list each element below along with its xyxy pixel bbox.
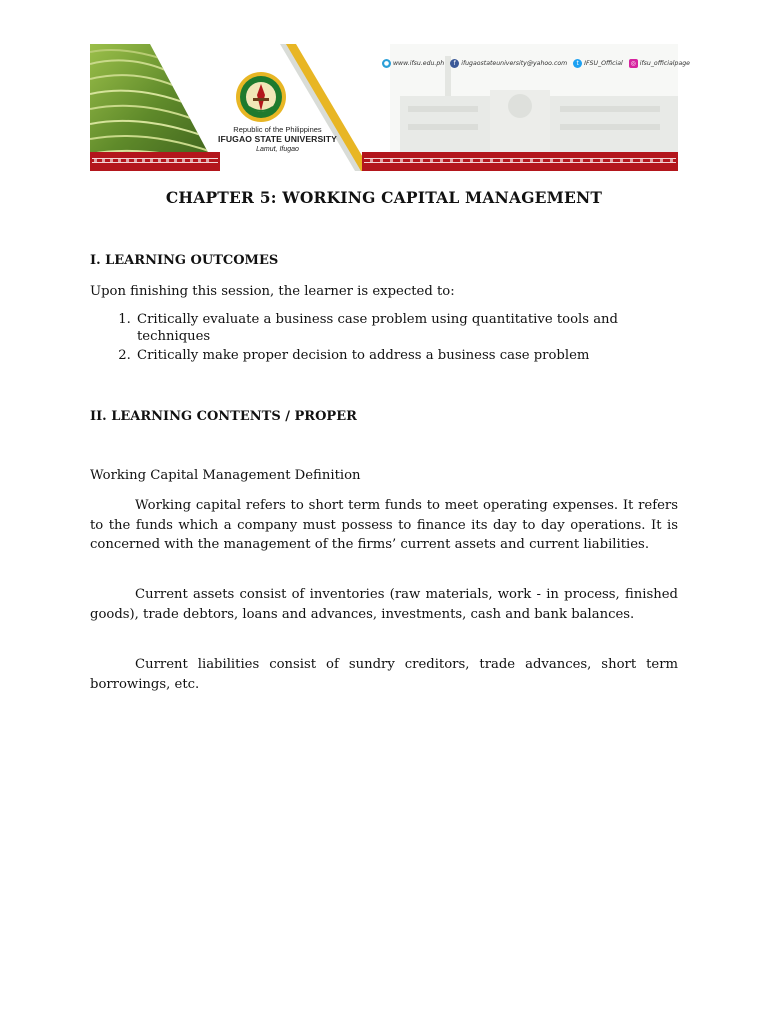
outcome-item: 1. Critically evaluate a business case problem using quantitative tools and techniques — [135, 311, 678, 345]
globe-icon: ● — [383, 59, 390, 67]
twitter-icon: t — [573, 59, 582, 68]
instagram-text: ifsu_officialpage — [639, 59, 690, 67]
university-name: IFUGAO STATE UNIVERSITY — [218, 134, 337, 144]
outcomes-list — [90, 311, 678, 366]
republic-label: Republic of the Philippines — [233, 125, 322, 134]
email-contact[interactable] — [450, 59, 567, 68]
facebook-icon: f — [450, 59, 459, 68]
definition-subheading: Working Capital Management Definition — [90, 468, 361, 483]
letterhead-banner — [90, 44, 690, 171]
chapter-title: CHAPTER 5: WORKING CAPITAL MANAGEMENT — [165, 188, 603, 207]
twitter-contact[interactable] — [573, 59, 623, 68]
paragraph-current-assets: Current assets consist of inventories (raw materials, work - in process, finished goods), trade debtors, loans and advances, investments, cash and bank balances. — [90, 587, 678, 622]
contact-strip — [382, 56, 690, 70]
outcomes-intro: Upon finishing this session, the learner is expected to: — [90, 284, 455, 299]
paragraph-current-liabilities: Current liabilities consist of sundry creditors, trade advances, short term borrowings, etc. — [90, 657, 678, 692]
twitter-text: IFSU_Official — [584, 59, 623, 67]
section-heading-learning-outcomes: I. LEARNING OUTCOMES — [90, 253, 279, 268]
paragraph-working-capital: Working capital refers to short term funds to meet operating expenses. It refers to the funds which a company must possess to finance its day to day operations. It is concerned with the management of the firms’ current assets and current liabilities. — [90, 498, 678, 552]
website-text: www.ifsu.edu.ph — [393, 59, 445, 67]
university-seal-logo — [235, 71, 287, 123]
email-text: ifugaostateuniversity@yahoo.com — [461, 59, 568, 67]
university-identity — [200, 125, 355, 154]
section-heading-learning-contents: II. LEARNING CONTENTS / PROPER — [90, 409, 357, 424]
outcome-item: 2. Critically make proper decision to address a business case problem — [135, 347, 678, 364]
university-location: Lamut, Ifugao — [256, 146, 299, 153]
instagram-contact[interactable] — [629, 59, 690, 68]
instagram-icon: ◎ — [630, 59, 636, 67]
website-contact[interactable] — [382, 59, 444, 68]
